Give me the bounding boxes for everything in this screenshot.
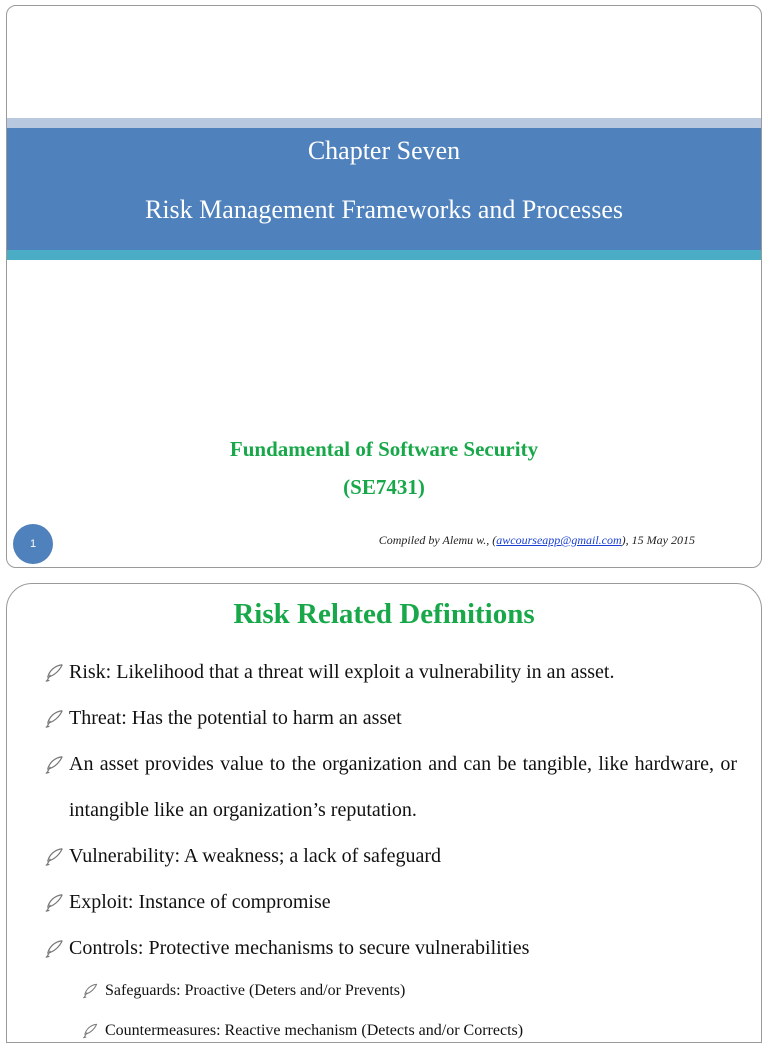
quill-bullet-icon [81,1022,99,1040]
sub-bullet-item [81,1011,737,1043]
quill-bullet-icon [43,938,65,960]
bullet-item [43,833,737,879]
bullet-item [43,695,737,741]
bullet-item [43,741,737,833]
bullet-text: Threat: Has the potential to harm an asset [69,707,402,729]
course-name: Fundamental of Software Security [229,437,539,461]
sub-bullet-text: Safeguards: Proactive (Deters and/or Prevents) [105,982,406,999]
footer-credit [379,533,695,548]
footer-prefix: Compiled by Alemu w., ( [378,533,497,547]
quill-bullet-icon [43,662,65,684]
bullet-text: Risk: Likelihood that a threat will exploit a vulnerability in an asset. [69,661,615,683]
bullet-text: Exploit: Instance of compromise [69,891,331,913]
bullet-text: An asset provides value to the organization and can be tangible, like hardware, or intangible like an organization’s reputation. [69,753,737,821]
chapter-title: Chapter Seven [307,136,461,165]
sub-bullet-item [81,971,737,1011]
quill-bullet-icon [43,892,65,914]
definitions-slide [6,583,762,1043]
bullet-item [43,879,737,925]
bullet-item [43,925,737,971]
course-code: (SE7431) [343,475,425,499]
title-slide [6,5,762,568]
chapter-subtitle: Risk Management Frameworks and Processes [144,195,624,224]
quill-bullet-icon [43,708,65,730]
page-number-badge: 1 [13,524,53,564]
bullet-item [43,649,737,695]
footer-email-link[interactable]: awcourseapp@gmail.com [496,533,622,547]
header-band-accent [7,250,761,260]
quill-bullet-icon [43,754,65,776]
footer-suffix: ), 15 May 2015 [621,533,695,547]
sub-bullet-text: Countermeasures: Reactive mechanism (Detects and/or Corrects) [105,1022,524,1039]
bullet-text: Vulnerability: A weakness; a lack of safeguard [69,845,442,867]
quill-bullet-icon [81,982,99,1000]
slide-title: Risk Related Definitions [233,598,535,630]
quill-bullet-icon [43,846,65,868]
header-band-light [7,118,761,128]
bullet-list [43,649,737,1043]
bullet-text: Controls: Protective mechanisms to secure vulnerabilities [69,937,530,959]
